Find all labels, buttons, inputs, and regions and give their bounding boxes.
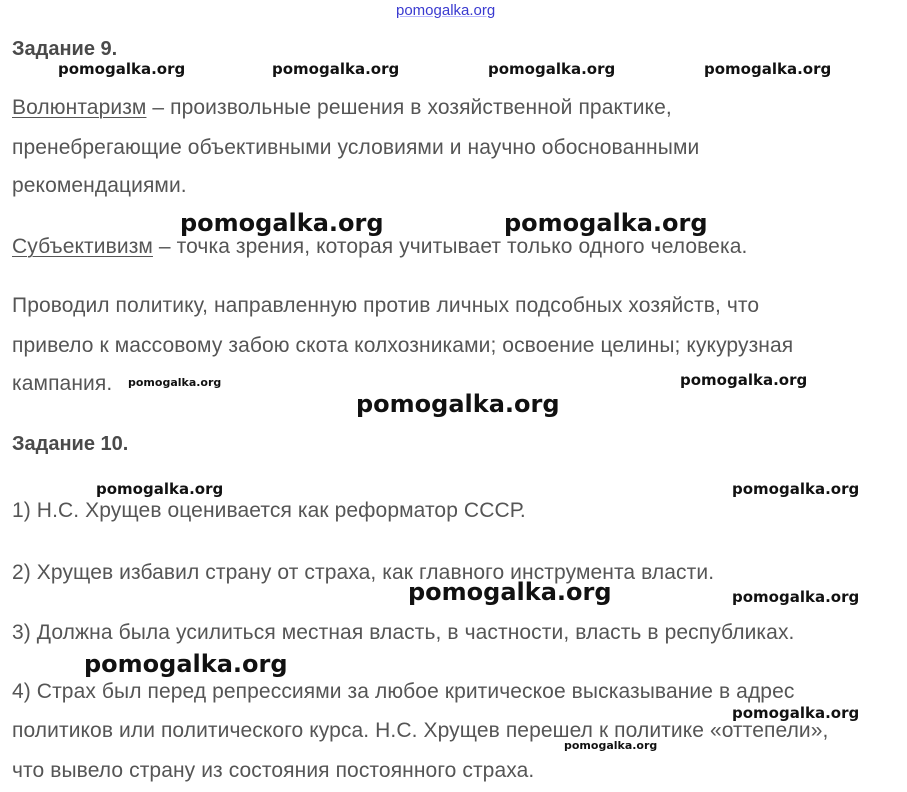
policy-paragraph-line-1: Проводил политику, направленную против личных подсобных хозяйств, что: [12, 294, 760, 317]
watermark-text: pomogalka.org: [680, 371, 808, 389]
watermark-text: pomogalka.org: [180, 209, 384, 237]
watermark-text: pomogalka.org: [272, 60, 400, 78]
watermark-text: pomogalka.org: [488, 60, 616, 78]
watermark-text: pomogalka.org: [504, 209, 708, 237]
watermark-text: pomogalka.org: [732, 704, 860, 722]
policy-paragraph-line-3: кампания.: [12, 372, 113, 395]
watermark-text: pomogalka.org: [96, 480, 224, 498]
task-9-heading: Задание 9.: [12, 38, 118, 60]
watermark-text: pomogalka.org: [564, 739, 658, 752]
site-link-watermark[interactable]: pomogalka.org: [396, 2, 496, 19]
answer-item-4-line-2: политиков или политического курса. Н.С. Хрущев перешел к политике «оттепели»,: [12, 719, 829, 742]
policy-paragraph-line-2: привело к массовому забою скота колхозниками; освоение целины; кукурузная: [12, 334, 794, 357]
watermark-text: pomogalka.org: [408, 578, 612, 606]
watermark-text: pomogalka.org: [732, 588, 860, 606]
definition-voluntarism-line-3: рекомендациями.: [12, 174, 187, 197]
watermark-text: pomogalka.org: [356, 390, 560, 418]
term-subjectivism: Субъективизм: [12, 235, 153, 258]
definition-subjectivism: [12, 235, 747, 259]
answer-item-1: 1) Н.С. Хрущев оценивается как реформатор СССР.: [12, 499, 526, 522]
definition-subjectivism-text: – точка зрения, которая учитывает только одного человека.: [152, 235, 748, 258]
definition-voluntarism-line-2: пренебрегающие объективными условиями и научно обоснованными: [12, 136, 700, 159]
watermark-text: pomogalka.org: [732, 480, 860, 498]
answer-item-2: 2) Хрущев избавил страну от страха, как главного инструмента власти.: [12, 561, 715, 584]
definition-voluntarism: [12, 96, 672, 120]
answer-item-4-line-3: что вывело страну из состояния постоянного страха.: [12, 759, 535, 782]
task-10-heading: Задание 10.: [12, 433, 129, 455]
term-voluntarism: Волюнтаризм: [12, 96, 147, 119]
watermark-text: pomogalka.org: [704, 60, 832, 78]
watermark-text: pomogalka.org: [128, 376, 222, 389]
watermark-text: pomogalka.org: [84, 650, 288, 678]
answer-item-3: 3) Должна была усилиться местная власть, в частности, власть в республиках.: [12, 621, 795, 644]
watermark-text: pomogalka.org: [58, 60, 186, 78]
definition-voluntarism-text: – произвольные решения в хозяйственной практике,: [146, 96, 672, 119]
answer-item-4-line-1: 4) Страх был перед репрессиями за любое критическое высказывание в адрес: [12, 680, 795, 703]
